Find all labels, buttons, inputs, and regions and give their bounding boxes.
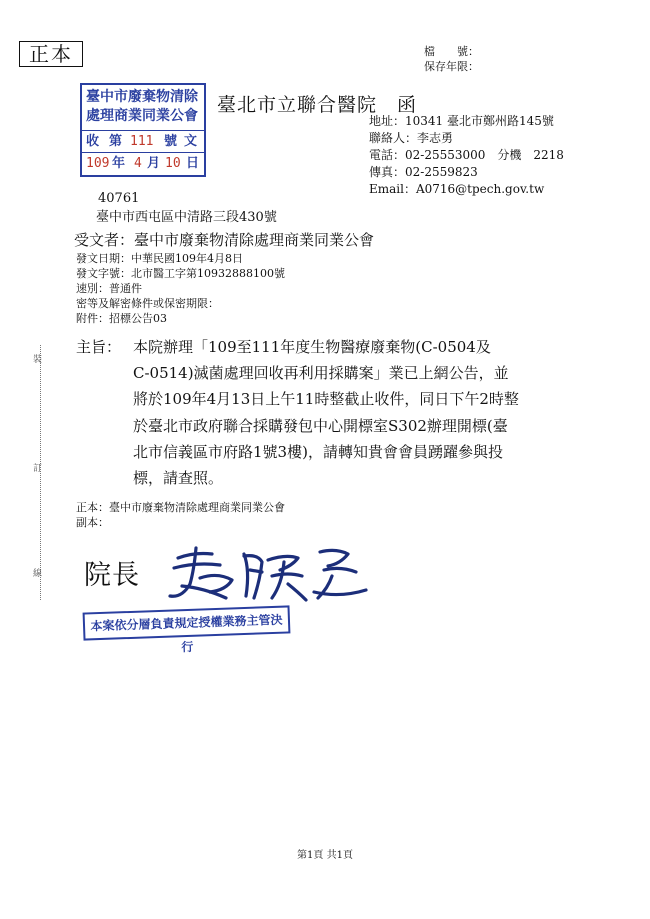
receipt-stamp (80, 83, 206, 177)
contact-fax: 傳真：02-2559823 (369, 165, 478, 179)
stamp-date-day-label: 日 (186, 156, 200, 171)
subject-line: 於臺北市政府聯合採購發包中心開標室S302辦理開標(臺 (133, 416, 508, 435)
attachment: 附件：招標公告03 (76, 312, 167, 325)
stamp-receipt-number-row (82, 130, 204, 153)
subject-line: 將於109年4月13日上午11時整截止收件，同日下午2時整 (133, 390, 519, 409)
subject-line: 本院辦理「109至111年度生物醫療廢棄物(C-0504及 (133, 338, 491, 356)
file-number-label: 檔 號： (424, 45, 479, 58)
subject-line: C-0514)滅菌處理回收再利用採購案」業已上網公告，並 (133, 364, 509, 383)
stamp-date-year-label: 年 (112, 156, 126, 171)
subject-line: 標，請查照。 (133, 469, 224, 488)
page-number: 第1頁 共1頁 (297, 850, 353, 861)
original-recipient: 正本：臺中市廢棄物清除處理商業同業公會 (76, 501, 285, 514)
binding-mark-xian: 線 (33, 569, 43, 579)
document-number: 發文字號：北市醫工字第10932888100號 (76, 267, 285, 280)
stamp-recv-suffix: 號 (164, 134, 178, 149)
stamp-recv-number: 111 (130, 134, 154, 149)
handwritten-signature (160, 540, 375, 605)
stamp-date-day: 10 (165, 156, 181, 171)
stamp-date-row (82, 152, 204, 175)
subject-line: 北市信義區市府路1號3樓)，請轉知貴會會員踴躍參與投 (133, 442, 503, 461)
binding-mark-zhuang: 裝 (33, 355, 43, 365)
delivery-speed: 速別：普通件 (76, 282, 142, 295)
stamp-org-line2: 處理商業同業公會 (86, 108, 198, 124)
stamp-date-month-label: 月 (147, 156, 161, 171)
stamp-date-month: 4 (134, 156, 142, 171)
recipient-zip: 40761 (98, 191, 140, 206)
retention-period-label: 保存年限： (424, 60, 479, 73)
contact-email: Email：A0716@tpech.gov.tw (369, 182, 545, 196)
president-title: 院長 (84, 560, 140, 591)
recipient: 受文者：臺中市廢棄物清除處理商業同業公會 (74, 231, 375, 249)
copy-recipient: 副本： (76, 516, 109, 529)
stamp-doc-label: 文 (184, 134, 198, 149)
subject-label: 主旨： (76, 338, 122, 356)
stamp-date-year: 109 (86, 156, 110, 171)
issuer-address: 地址：10341 臺北市鄭州路145號 (369, 114, 554, 128)
contact-person: 聯絡人：李志勇 (369, 131, 454, 145)
issue-date: 發文日期：中華民國109年4月8日 (76, 252, 243, 265)
contact-phone: 電話：02-25553000 分機 2218 (369, 148, 564, 162)
binding-mark-ding: 訂 (33, 464, 43, 474)
stamp-recv-no-label: 第 (109, 134, 123, 149)
subject-text (133, 334, 583, 491)
stamp-org-line1: 臺中市廢棄物清除 (86, 89, 198, 105)
authorization-stamp: 本案依分層負責規定授權業務主管決行 (83, 605, 291, 640)
recipient-address: 臺中市西屯區中清路三段430號 (96, 210, 277, 225)
security-level: 密等及解密條件或保密期限： (76, 297, 219, 310)
stamp-recv-label: 收 (86, 134, 100, 149)
original-copy-mark: 正本 (19, 41, 83, 67)
issuing-organization: 臺北市立聯合醫院 函 (217, 94, 418, 116)
